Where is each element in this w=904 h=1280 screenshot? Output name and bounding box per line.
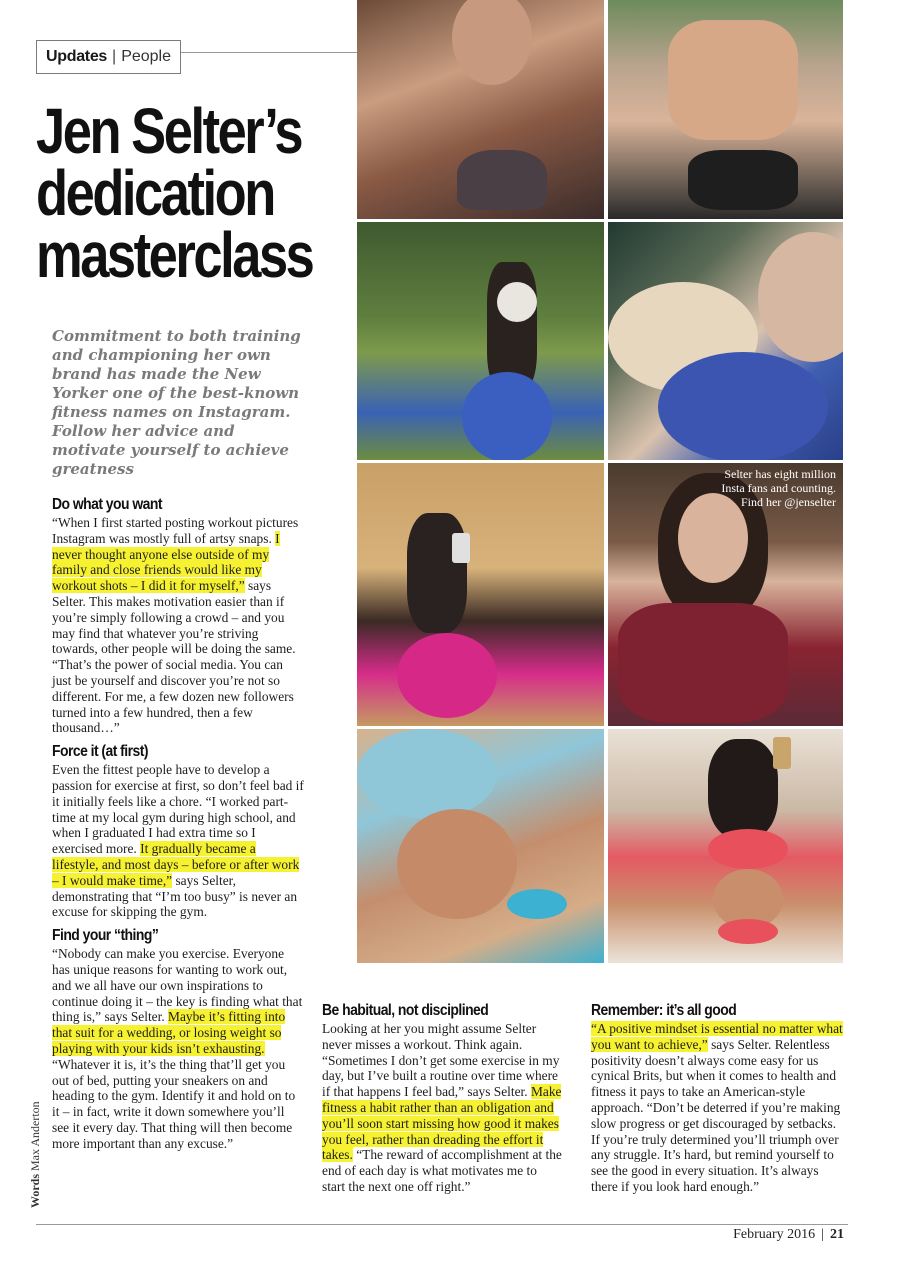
photo-selfie-bikini <box>357 0 604 219</box>
folio-separator: | <box>821 1227 824 1242</box>
article-title <box>36 95 313 291</box>
body-text: says Selter. Relentless positivity doesn’t always come easy for us cynical Brits, but when it comes to health and fitness it pays to take an American-style approach. “Don’t be deterred if you’re making slow progress or get discouraged by setbacks. If you’re truly determined you’ll triumph over any struggle. It’s hard, but remind yourself to see the good in every situation. It’s always there if you look hard enough.” <box>591 1036 841 1194</box>
header-rule <box>150 52 360 53</box>
section-heading: Remember: it’s all good <box>591 1002 737 1019</box>
body-text: Even the fittest people have to develop a passion for exercise at first, so don’t feel bad if it initially feels like a chore. “I worked part-time at my local gym during high school, and when I graduated I had extra time so I exercised more. <box>52 762 304 857</box>
highlighted-quote: Make fitness a habit rather than an obligation and you’ll soon start missing how good it makes you feel, rather than dreading the effort it takes. <box>322 1084 562 1163</box>
section-separator: | <box>112 48 117 65</box>
photo-locker-room <box>357 463 604 726</box>
section-heading: Force it (at first) <box>52 743 148 761</box>
section-heading: Do what you want <box>52 496 162 513</box>
issue-date: February 2016 <box>733 1227 816 1242</box>
footer-rule <box>36 1224 848 1225</box>
photo-park-leggings <box>357 222 604 460</box>
photo-lying-closeup <box>608 222 843 460</box>
photo-abs-mirror <box>608 0 843 219</box>
column-middle <box>322 1002 562 1195</box>
byline-author: Max Anderton <box>28 1101 42 1171</box>
byline <box>28 1101 43 1208</box>
highlighted-quote: Maybe it’s fitting into that suit for a wedding, or losing weight so playing with your kids isn’t exhausting. <box>52 1009 286 1056</box>
highlighted-quote: I never thought anyone else outside of my family and close friends would like my workout shots – I did it for myself,” <box>52 530 280 594</box>
section-body <box>52 946 304 1151</box>
section-body <box>52 515 304 736</box>
photo-sports-bra-floor <box>357 729 604 963</box>
body-text: says Selter, demonstrating that “I’m too busy” is never an excuse for skipping the gym. <box>52 872 298 920</box>
section-body <box>322 1021 562 1195</box>
body-text: “When I first started posting workout pictures Instagram was mostly full of artsy snaps. <box>52 515 299 546</box>
section-label: Updates <box>46 48 108 65</box>
section-heading: Be habitual, not disciplined <box>322 1002 489 1019</box>
standfirst: Commitment to both training and championing her own brand has made the New Yorker one of the best-known fitness names on Instagram. Follow her advice and motivate yourself to achieve greatness <box>52 327 301 478</box>
highlighted-quote: It gradually became a lifestyle, and most days – before or after work – I would make time,” <box>52 841 300 888</box>
column-right <box>591 1002 847 1195</box>
section-find-your-thing <box>52 927 304 1151</box>
section-tag <box>36 40 181 74</box>
section-body <box>591 1021 847 1195</box>
section-body <box>52 762 304 920</box>
photo-red-bikini-mirror <box>608 729 843 963</box>
body-text: says Selter. This makes motivation easier than if you’re simply following a crowd – and you may find that whatever you’re striving towards, other people will be doing the same. “That’s the power of social media. You can just be yourself and discover you’re not so different. For me, a few dozen new followers turned into a few hundred, then a few thousand…” <box>52 578 296 736</box>
photo-caption: Selter has eight million Insta fans and counting. Find her @jenselter <box>721 467 836 509</box>
page-number: 21 <box>830 1227 844 1242</box>
page-folio <box>733 1227 844 1243</box>
body-text: “Nobody can make you exercise. Everyone has unique reasons for wanting to work out, and we all have our own inspirations to continue doing it – the key is finding what that thing is,” says Selter. <box>52 946 303 1025</box>
section-heading: Find your “thing” <box>52 927 159 945</box>
section-do-what-you-want <box>52 496 304 736</box>
title-line-3: masterclass <box>36 219 313 291</box>
title-line-1: Jen Selter’s <box>36 95 302 167</box>
section-force-it <box>52 743 304 920</box>
body-text: Looking at her you might assume Selter never misses a workout. Think again. “Sometimes I don’t get some exercise in my day, but I’ve built a routine over time where if that happens I feel bad,” says Selter. <box>322 1021 560 1100</box>
title-line-2: dedication <box>36 157 274 229</box>
byline-label: Words <box>28 1173 42 1208</box>
column-left <box>52 496 304 1158</box>
body-text: “The reward of accomplishment at the end of each day is what motivates me to start the next one off right.” <box>322 1147 562 1194</box>
body-text: “Whatever it is, it’s the thing that’ll get you out of bed, putting your sneakers on and heading to the gym. Identify it and hold on to it – in fact, write it down somewhere you’ll see it every day. That thing will then become more important than any excuse.” <box>52 1056 296 1151</box>
highlighted-quote: “A positive mindset is essential no matter what you want to achieve,” <box>591 1021 843 1052</box>
subsection-label: People <box>121 48 172 65</box>
